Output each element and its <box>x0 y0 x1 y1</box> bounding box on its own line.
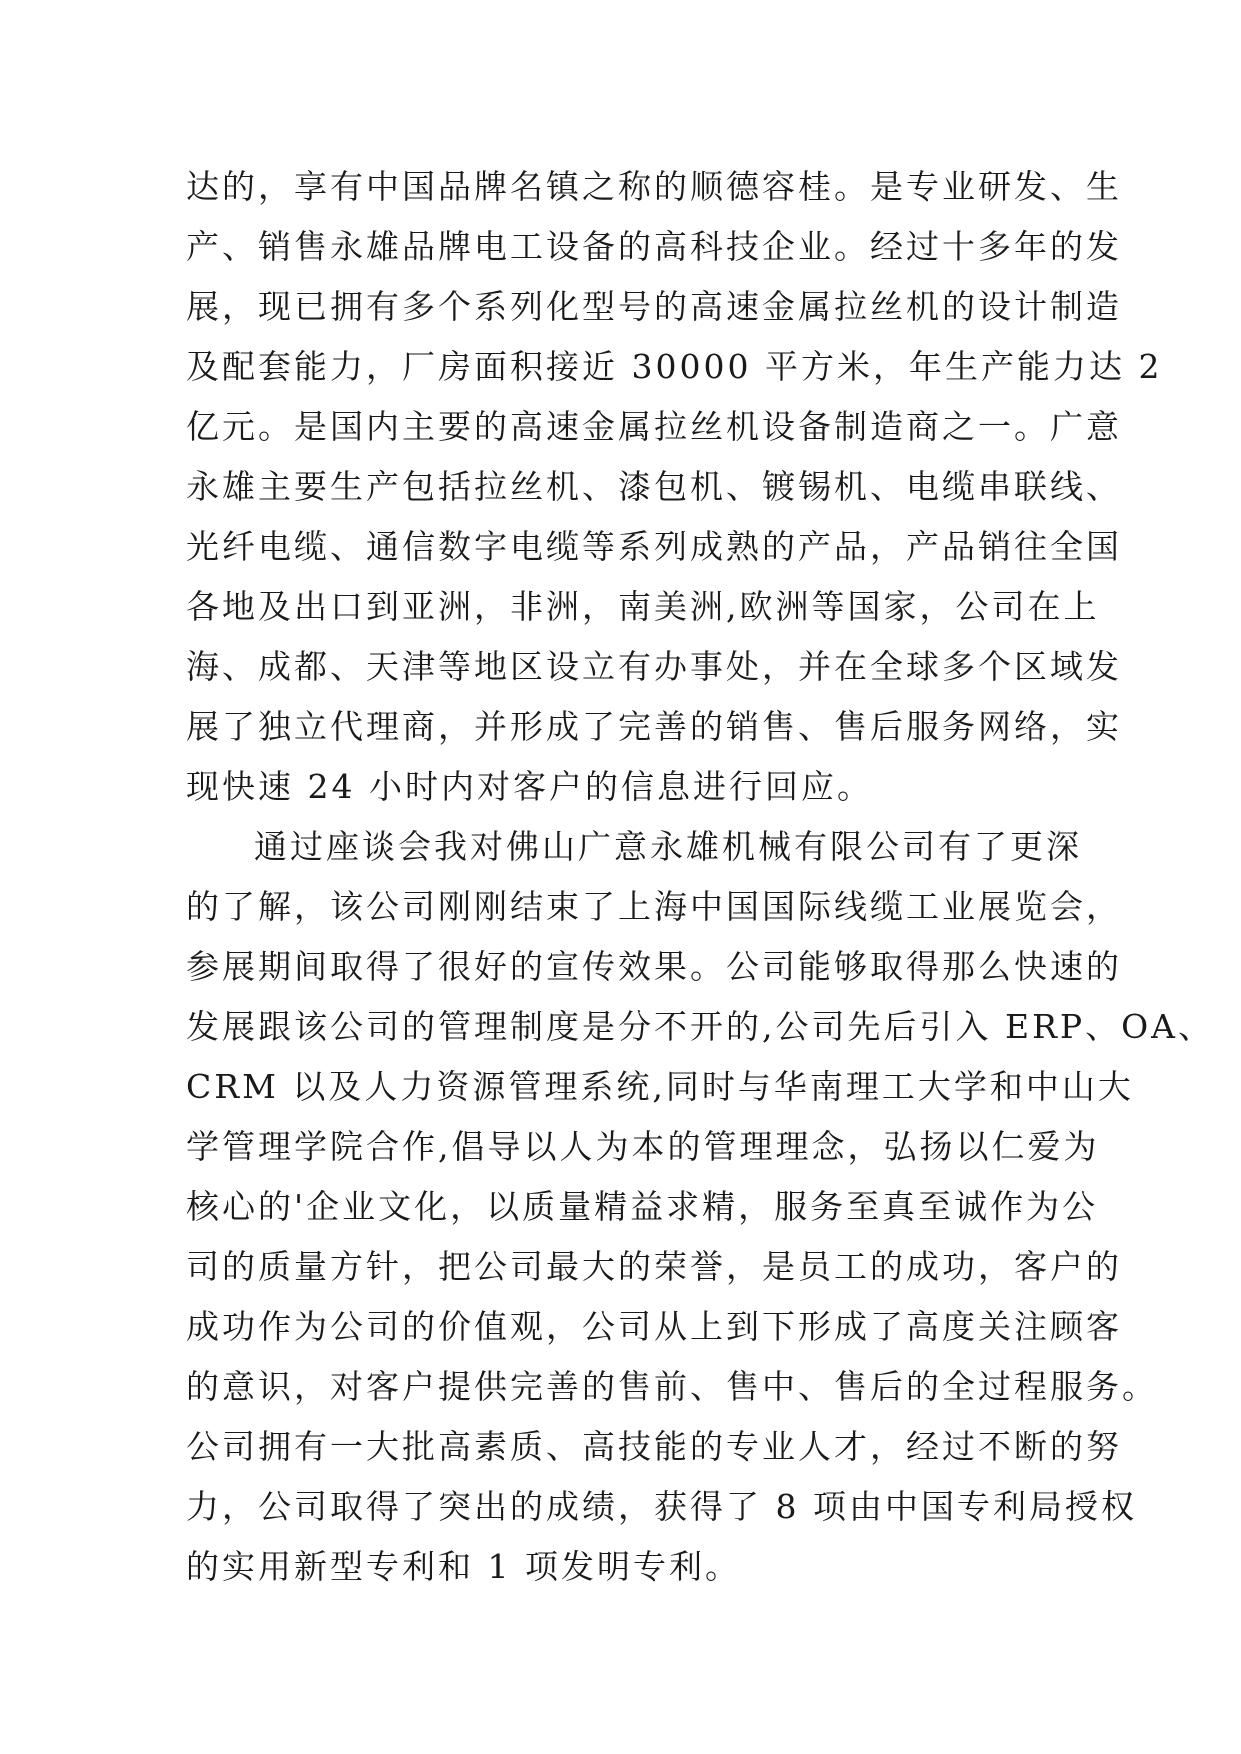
text-line: 学管理学院合作,倡导以人为本的管理理念，弘扬以仁爱为 <box>186 1127 1100 1166</box>
text-line: 成功作为公司的价值观，公司从上到下形成了高度关注顾客 <box>186 1307 1122 1346</box>
text-line: 参展期间取得了很好的宣传效果。公司能够取得那么快速的 <box>186 947 1122 986</box>
text-line: 发展跟该公司的管理制度是分不开的,公司先后引入 ERP、OA、 <box>186 1007 1215 1046</box>
text-line: 亿元。是国内主要的高速金属拉丝机设备制造商之一。广意 <box>186 407 1122 446</box>
text-line: 的意识，对客户提供完善的售前、售中、售后的全过程服务。 <box>186 1367 1158 1406</box>
body-text <box>186 157 1215 1597</box>
text-line: 力，公司取得了突出的成绩，获得了 8 项由中国专利局授权 <box>186 1487 1137 1526</box>
text-line: 展，现已拥有多个系列化型号的高速金属拉丝机的设计制造 <box>186 287 1122 326</box>
text-line: 公司拥有一大批高素质、高技能的专业人才，经过不断的努 <box>186 1427 1122 1466</box>
text-line: 海、成都、天津等地区设立有办事处，并在全球多个区域发 <box>186 647 1122 686</box>
text-line: 各地及出口到亚洲，非洲，南美洲,欧洲等国家，公司在上 <box>186 587 1100 626</box>
text-line: 永雄主要生产包括拉丝机、漆包机、镀锡机、电缆串联线、 <box>186 467 1122 506</box>
text-line: 光纤电缆、通信数字电缆等系列成熟的产品，产品销往全国 <box>186 527 1122 566</box>
text-line: 达的，享有中国品牌名镇之称的顺德容桂。是专业研发、生 <box>186 167 1122 206</box>
text-line: 产、销售永雄品牌电工设备的高科技企业。经过十多年的发 <box>186 227 1122 266</box>
text-line: 现快速 24 小时内对客户的信息进行回应。 <box>186 767 873 806</box>
text-line: 展了独立代理商，并形成了完善的销售、售后服务网络，实 <box>186 707 1122 746</box>
text-line: 的实用新型专利和 1 项发明专利。 <box>186 1547 741 1586</box>
text-line: 核心的'企业文化，以质量精益求精，服务至真至诚作为公 <box>186 1187 1099 1226</box>
text-line: 及配套能力，厂房面积接近 30000 平方米，年生产能力达 2 <box>186 347 1163 386</box>
text-line: 司的质量方针，把公司最大的荣誉，是员工的成功，客户的 <box>186 1247 1122 1286</box>
text-line: CRM 以及人力资源管理系统,同时与华南理工大学和中山大 <box>186 1067 1134 1106</box>
text-line: 的了解，该公司刚刚结束了上海中国国际线缆工业展览会， <box>186 887 1122 926</box>
paragraph-start-line: 通过座谈会我对佛山广意永雄机械有限公司有了更深 <box>254 827 1082 866</box>
